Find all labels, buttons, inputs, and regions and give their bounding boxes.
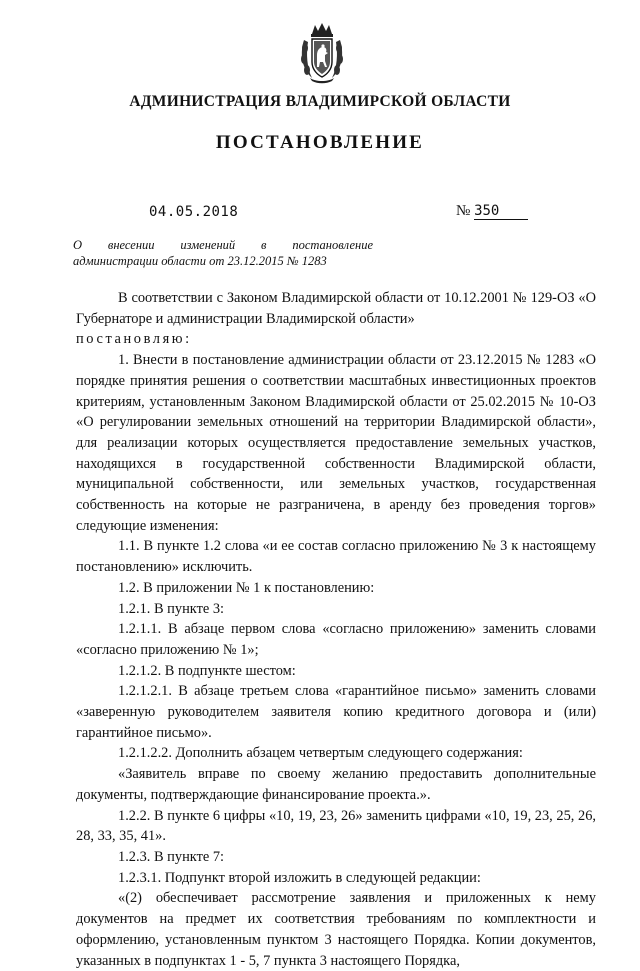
paragraph-new-text: «(2) обеспечивает рассмотрение заявления и приложенных к нему документов на предмет их соответствия требованиям по комплектности и оформлению, установленным пунктом 3 настоящего Порядка. Копии документов, указанных в подпунктах 1 - 5, 7 пункта 3 настоящего Порядка,	[76, 890, 596, 969]
paragraph-1-2-3: 1.2.3. В пункте 7:	[118, 848, 225, 865]
paragraph-1-2-1-2: 1.2.1.2. В подпункте шестом:	[118, 662, 296, 679]
paragraph-quote: «Заявитель вправе по своему желанию предоставить дополнительные документы, подтверждающие финансирование проекта.».	[76, 766, 596, 803]
paragraph-1-2-2: 1.2.2. В пункте 6 цифры «10, 19, 23, 26» заменить цифрами «10, 19, 23, 25, 26, 28, 33, 35, 41».	[76, 807, 596, 845]
paragraph-1: 1. Внести в постановление администрации области от 23.12.2015 № 1283 «О порядке принятия решения о соответствии масштабных инвестиционных проектов критериям, установленным Законом Владимирской области от 25.02.2015 № 10-ОЗ «О регулировании земельных отношений на территории Владимирской области», для реализации которых осуществляется предоставление земельных участков, находящихся в государственной собственности Владимирской области, муниципальной собственности, или земельных участков, государственная собственность на которые не разграничена, в аренду без проведения торгов» следующие изменения:	[76, 352, 596, 534]
document-subject	[73, 237, 373, 269]
number-sign: №	[456, 203, 471, 219]
document-body	[76, 288, 596, 971]
document-number-value: 350	[474, 203, 528, 220]
paragraph-1-2-1-2-2: 1.2.1.2.2. Дополнить абзацем четвертым следующего содержания:	[118, 745, 523, 762]
subject-line-2: администрации области от 23.12.2015 № 1283	[73, 254, 327, 268]
paragraph-1-2: 1.2. В приложении № 1 к постановлению:	[118, 579, 375, 596]
paragraph-1-2-1-1: 1.2.1.1. В абзаце первом слова «согласно приложению» заменить словами «согласно приложению № 1»;	[76, 621, 596, 658]
organization-title: АДМИНИСТРАЦИЯ ВЛАДИМИРСКОЙ ОБЛАСТИ	[129, 93, 511, 110]
paragraph-1-2-1-2-1: 1.2.1.2.1. В абзаце третьем слова «гарантийное письмо» заменить словами «заверенную руководителем заявителя копию кредитного договора и (или) гарантийное письмо».	[76, 683, 596, 741]
paragraph-1-1: 1.1. В пункте 1.2 слова «и ее состав согласно приложению № 3 к настоящему постановлению» исключить.	[76, 538, 596, 576]
subject-line-1: О внесении изменений в постановление	[73, 238, 373, 252]
decree-word: постановляю:	[76, 331, 192, 348]
coat-of-arms-icon	[298, 22, 346, 84]
preamble-paragraph: В соответствии с Законом Владимирской области от 10.12.2001 № 129-ОЗ «О Губернаторе и администрации Владимирской области»	[76, 290, 596, 327]
document-type-title: ПОСТАНОВЛЕНИЕ	[215, 132, 425, 153]
document-number	[456, 203, 528, 220]
paragraph-1-2-3-1: 1.2.3.1. Подпункт второй изложить в следующей редакции:	[118, 869, 481, 886]
paragraph-1-2-1: 1.2.1. В пункте 3:	[118, 600, 225, 617]
document-date: 04.05.2018	[149, 204, 239, 220]
